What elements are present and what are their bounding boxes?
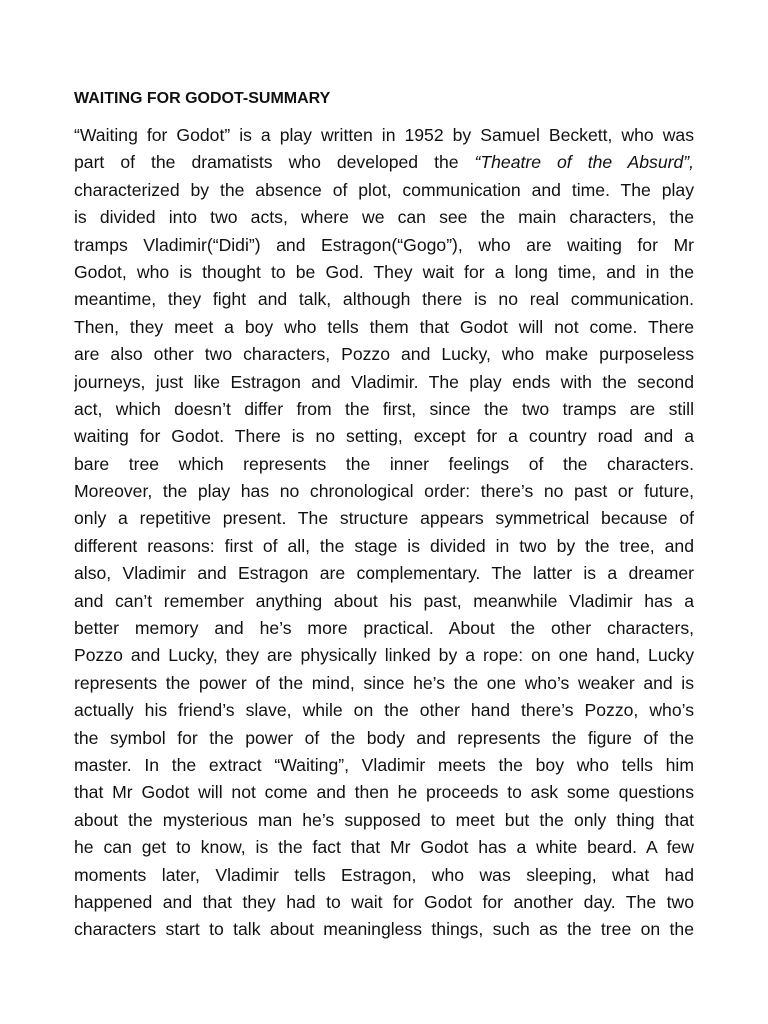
text-segment: Pozzo and Lucky, they are physically linked by a rope: on one hand, Lucky <box>74 645 694 666</box>
text-segment: journeys, just like Estragon and Vladimir. The play ends with the second <box>74 371 694 392</box>
text-line <box>74 642 694 669</box>
text-segment: happened and that they had to wait for Godot for another day. The two <box>74 891 694 912</box>
text-line <box>74 369 694 396</box>
text-line <box>74 232 694 259</box>
text-line <box>74 505 694 532</box>
text-line <box>74 615 694 642</box>
document-title: WAITING FOR GODOT-SUMMARY <box>74 90 331 107</box>
text-segment: waiting for Godot. There is no setting, except for a country road and a <box>74 426 694 447</box>
text-line <box>74 314 694 341</box>
text-line <box>74 889 694 916</box>
text-segment: Godot, who is thought to be God. They wait for a long time, and in the <box>74 261 694 282</box>
text-segment: part of the dramatists who developed the <box>74 152 475 173</box>
text-line <box>74 862 694 889</box>
text-segment: are also other two characters, Pozzo and Lucky, who make purposeless <box>74 344 694 365</box>
text-line <box>74 725 694 752</box>
text-line <box>74 341 694 368</box>
italic-text: “Theatre of the Absurd”, <box>474 152 694 173</box>
text-segment: Moreover, the play has no chronological order: there’s no past or future, <box>74 481 694 502</box>
text-segment: master. In the extract “Waiting”, Vladimir meets the boy who tells him <box>74 754 694 775</box>
text-line <box>74 807 694 834</box>
text-line <box>74 834 694 861</box>
text-segment: different reasons: first of all, the stage is divided in two by the tree, and <box>74 535 694 556</box>
text-segment: represents the power of the mind, since he’s the one who’s weaker and is <box>74 672 694 693</box>
text-segment: “Waiting for Godot” is a play written in 1952 by Samuel Beckett, who was <box>74 125 694 145</box>
text-segment: about the mysterious man he’s supposed to meet but the only thing that <box>74 809 694 830</box>
text-line <box>74 670 694 697</box>
text-segment: Then, they meet a boy who tells them that Godot will not come. There <box>74 316 694 337</box>
text-segment: tramps Vladimir(“Didi”) and Estragon(“Gogo”), who are waiting for Mr <box>74 234 694 255</box>
text-line <box>74 259 694 286</box>
text-line <box>74 560 694 587</box>
text-line <box>74 697 694 724</box>
text-line <box>74 423 694 450</box>
text-line <box>74 149 694 176</box>
text-segment: is divided into two acts, where we can see the main characters, the <box>74 207 694 228</box>
text-line <box>74 478 694 505</box>
text-segment: bare tree which represents the inner feelings of the characters. <box>74 453 694 474</box>
text-line <box>74 177 694 204</box>
text-segment: he can get to know, is the fact that Mr Godot has a white beard. A few <box>74 837 694 858</box>
text-line <box>74 916 694 943</box>
text-segment: moments later, Vladimir tells Estragon, who was sleeping, what had <box>74 864 694 885</box>
text-segment: better memory and he’s more practical. About the other characters, <box>74 618 694 639</box>
text-segment: only a repetitive present. The structure appears symmetrical because of <box>74 508 694 529</box>
text-line <box>74 204 694 231</box>
text-line <box>74 533 694 560</box>
text-segment: characters start to talk about meaningless things, such as the tree on the <box>74 919 694 940</box>
text-line <box>74 286 694 313</box>
text-line <box>74 779 694 806</box>
text-line <box>74 752 694 779</box>
text-segment: actually his friend’s slave, while on the other hand there’s Pozzo, who’s <box>74 700 694 721</box>
text-line <box>74 396 694 423</box>
text-line <box>74 122 694 149</box>
text-segment: act, which doesn’t differ from the first, since the two tramps are still <box>74 398 694 419</box>
text-segment: also, Vladimir and Estragon are complementary. The latter is a dreamer <box>74 563 694 584</box>
text-line <box>74 588 694 615</box>
body-paragraph <box>74 122 694 944</box>
text-line <box>74 451 694 478</box>
text-segment: characterized by the absence of plot, communication and time. The play <box>74 179 694 200</box>
text-segment: that Mr Godot will not come and then he proceeds to ask some questions <box>74 782 694 803</box>
text-segment: the symbol for the power of the body and represents the figure of the <box>74 727 694 748</box>
text-segment: and can’t remember anything about his past, meanwhile Vladimir has a <box>74 590 694 611</box>
text-segment: meantime, they fight and talk, although there is no real communication. <box>74 289 694 310</box>
